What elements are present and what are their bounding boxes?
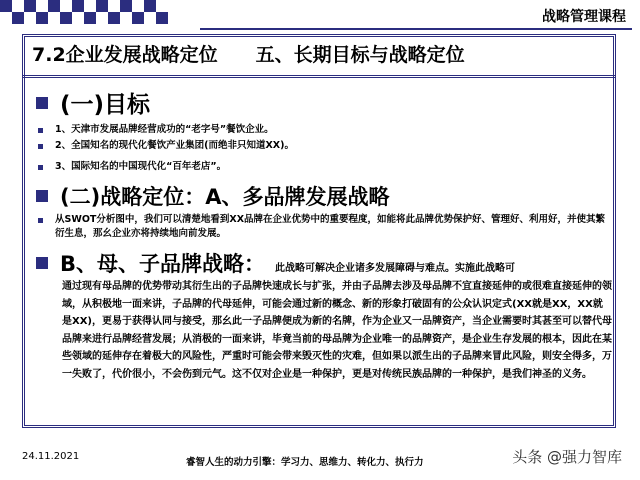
square-bullet-icon [36, 257, 48, 269]
course-title: 战略管理课程 [542, 9, 626, 25]
section-title: 7.2企业发展战略定位 [32, 44, 218, 66]
parent-brand-heading [36, 248, 606, 278]
goals-heading-text: (一)目标 [60, 92, 151, 118]
positioning-item [36, 213, 606, 241]
parent-brand-lead: 此战略可解决企业诸多发展障碍与难点。实施此战略可 [275, 263, 516, 274]
goals-heading [36, 86, 606, 119]
parent-brand-paragraph: 通过现有母品牌的优势带动其衍生出的子品牌快速成长与扩张，并由子品牌去涉及母品牌不宜直接延伸的或很难直接延伸的领域，从积极地一面来讲，子品牌的代母延伸，可能会通过新的概念、新的形象打破固有的公众认识定式(XX就是XX，XX就是XX)，更易于获得认同与接受，那幺此一子品牌便成为新的名牌，作为企业又一品牌资产，当企业需要时其甚至可以替代母品牌来进行品牌经营发展；从消极的一面来讲，毕竟当前的母品牌为企业唯一的品牌资产，是企业生存发展的根本，因此在某些领域的延伸存在着极大的风险性，严重时可能会带来毁灭性的灾难，但如果以派生出的子品牌来冒此风险，则安全得多，万一失败了，代价很小，不会伤到元气。这不仅对企业是一种保护，更是对传统民族品牌的一种保护，是我们神圣的义务。 [62, 281, 612, 380]
slide-content [36, 86, 612, 384]
subsection-title: 五、长期目标与战略定位 [255, 44, 465, 66]
section-header [22, 34, 616, 78]
top-divider [200, 28, 632, 30]
watermark: 头条 @强力智库 [512, 448, 622, 466]
goal-item [36, 160, 606, 174]
positioning-text: 从SWOT分析图中，我们可以清楚地看到XX品牌在企业优势中的重要程度，如能将此品牌优势保护好、管理好、利用好，并使其繁衍生息，那幺企业亦将持续地向前发展。 [55, 214, 606, 239]
positioning-heading-text: (二)战略定位：A、多品牌发展战略 [60, 185, 390, 209]
checker-decoration [0, 0, 170, 28]
small-bullet-icon [38, 128, 43, 133]
small-bullet-icon [38, 165, 43, 170]
goal-item-text: 1、天津市发展品牌经营成功的“老字号”餐饮企业。 [55, 124, 274, 135]
positioning-heading [36, 181, 606, 211]
goal-item [36, 123, 606, 137]
small-bullet-icon [38, 144, 43, 149]
parent-brand-heading-text: B、母、子品牌战略： [60, 252, 266, 276]
goal-item-text: 2、全国知名的现代化餐饮产业集团(而绝非只知道XX)。 [55, 140, 294, 151]
goal-item-text: 3、国际知名的中国现代化“百年老店”。 [55, 161, 227, 172]
goal-item [36, 139, 606, 153]
small-bullet-icon [38, 218, 43, 223]
square-bullet-icon [36, 190, 48, 202]
square-bullet-icon [36, 97, 48, 109]
footer-motto: 睿智人生的动力引擎：学习力、思维力、转化力、执行力 [186, 457, 424, 468]
slide-date: 24.11.2021 [22, 451, 80, 462]
